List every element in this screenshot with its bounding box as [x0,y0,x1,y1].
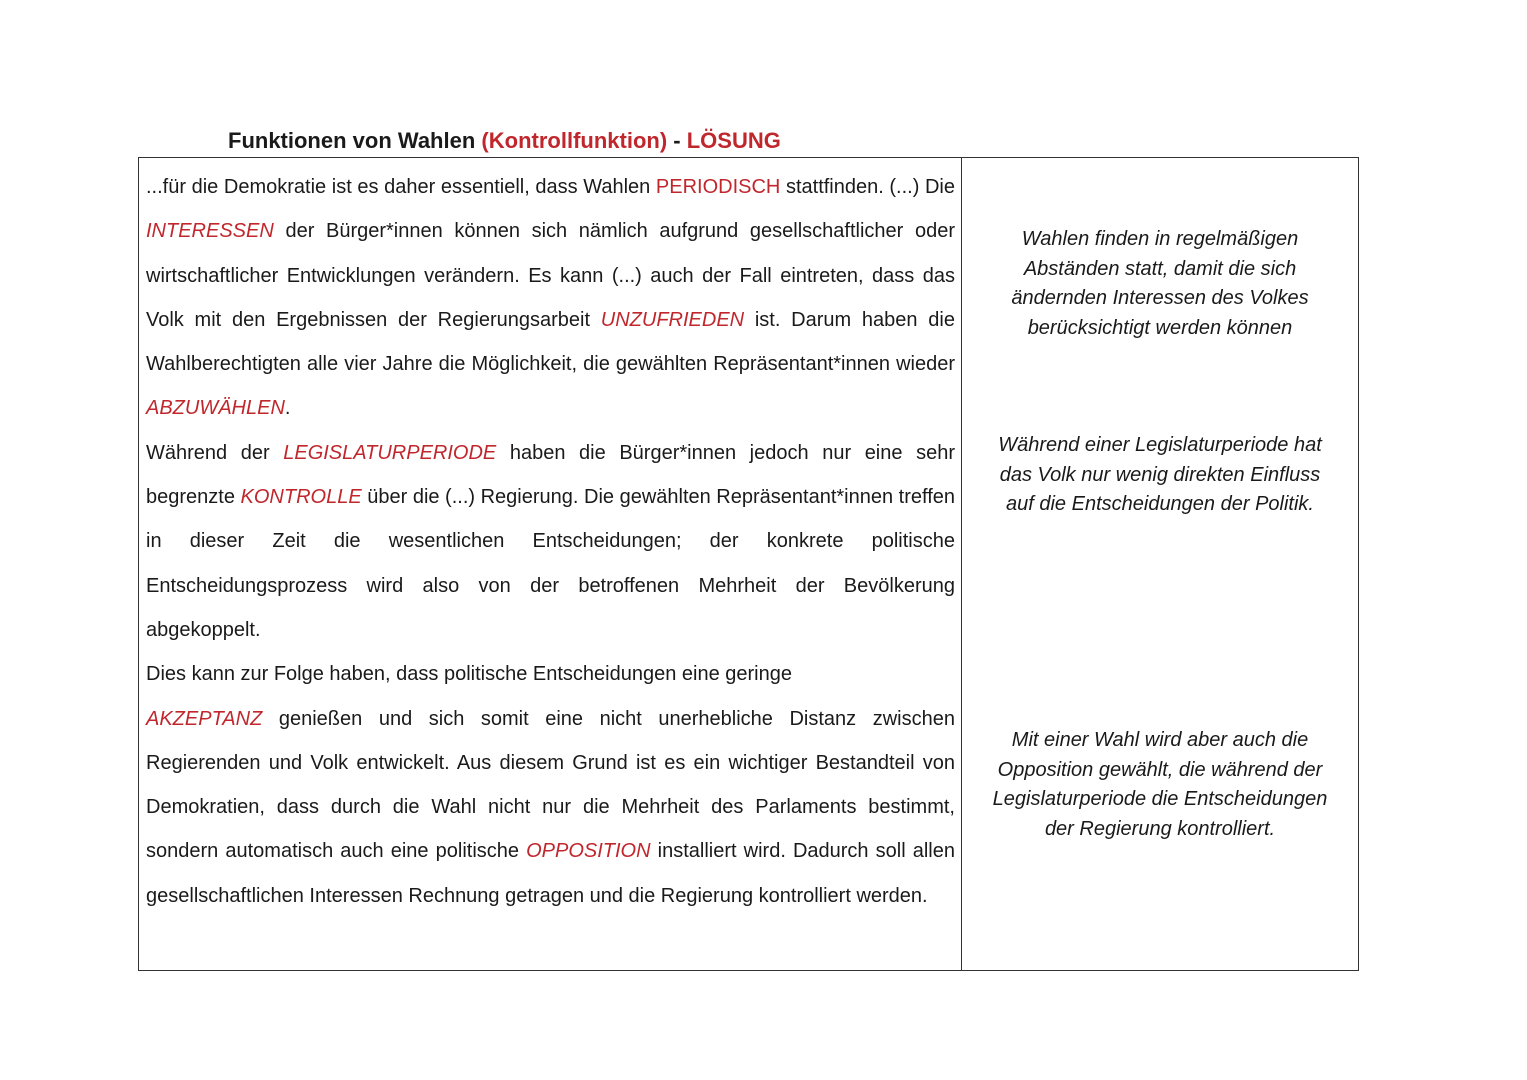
paragraph-legislature [146,431,955,652]
text-segment: ist. Darum haben die Wahlberechtigten alle vier Jahre die Möglichkeit, die gewählten Repräsentant*innen wieder [146,308,955,376]
note-line: Mit einer Wahl wird aber auch die [1011,729,1309,751]
worksheet-table [138,157,1359,971]
text-segment: ...für die Demokratie ist es daher essentiell, dass Wahlen [146,176,656,198]
paragraph-consequence [146,652,955,696]
title-main: Funktionen von Wahlen [228,128,476,153]
note-line: auf die Entscheidungen der Politik. [1006,493,1314,515]
note-line: Wahlen finden in regelmäßigen [1021,228,1299,250]
text-segment: . [284,397,291,420]
title-subtitle: (Kontrollfunktion) [481,128,668,153]
summary-column [962,158,1358,970]
text-segment: installiert wird. Dadurch soll allen gesellschaftlichen Interessen Rechnung getragen und die Regierung kontrolliert werden. [146,840,955,907]
text-segment: stattfinden. (...) Die [780,176,955,198]
paragraph-opposition [146,697,955,918]
text-column [139,158,962,970]
note-line: Legislaturperiode die Entscheidungen [992,788,1328,810]
keyword-legislaturperiode: LEGISLATURPERIODE [283,441,497,464]
note-line: Opposition gewählt, die während der [997,758,1323,781]
note-line: berücksichtigt werden können [1027,316,1293,339]
keyword-unzufrieden: UNZUFRIEDEN [600,308,745,331]
keyword-kontrolle: KONTROLLE [240,486,362,509]
note-line: ändernden Interessen des Volkes [1011,287,1309,309]
note-line: der Regierung kontrolliert. [1044,817,1276,840]
keyword-interessen: INTERESSEN [146,220,274,243]
summary-note-opposition [972,726,1348,844]
keyword-opposition: OPPOSITION [526,840,651,863]
text-segment: genießen und sich somit eine nicht unerhebliche Distanz zwischen Regierenden und Volk entwickelt. Aus diesem Grund ist es ein wichtiger Bestandteil von Demokratien, dass durch die Wahl nicht nur die Mehrheit des Parlaments bestimmt, sondern automatisch auch eine politische [146,707,955,863]
text-segment: haben die Bürger*innen jedoch nur eine sehr begrenzte [146,441,955,509]
paragraph-periodic [146,165,955,431]
title-solution-label: LÖSUNG [686,128,781,153]
note-line: Während einer Legislaturperiode hat [998,434,1322,456]
text-segment: Dies kann zur Folge haben, dass politische Entscheidungen eine geringe [146,663,792,686]
keyword-akzeptanz: AKZEPTANZ [146,707,263,730]
worksheet-title [228,128,781,154]
note-line: das Volk nur wenig direkten Einfluss [999,463,1321,486]
summary-note-legislature [972,431,1348,520]
note-line: Abständen statt, damit die sich [1023,257,1297,280]
title-separator: - [673,128,681,153]
text-segment: über die (...) Regierung. Die gewählten Repräsentant*innen treffen in dieser Zeit die wesentlichen Entscheidungen; der konkrete politische Entscheidungsprozess wird also von der betroffenen Mehrheit der Bevölkerung abgekoppelt. [146,486,956,641]
text-segment: Während der [146,441,284,464]
keyword-periodisch: PERIODISCH [655,176,781,198]
summary-note-periodic [972,225,1348,343]
keyword-abzuwaehlen: ABZUWÄHLEN [146,397,285,420]
text-segment: der Bürger*innen können sich nämlich aufgrund gesellschaftlicher oder wirtschaftlicher Entwicklungen verändern. Es kann (...) auch der Fall eintreten, dass das Volk mit den Ergebnissen der Regierungsarbeit [146,220,955,331]
